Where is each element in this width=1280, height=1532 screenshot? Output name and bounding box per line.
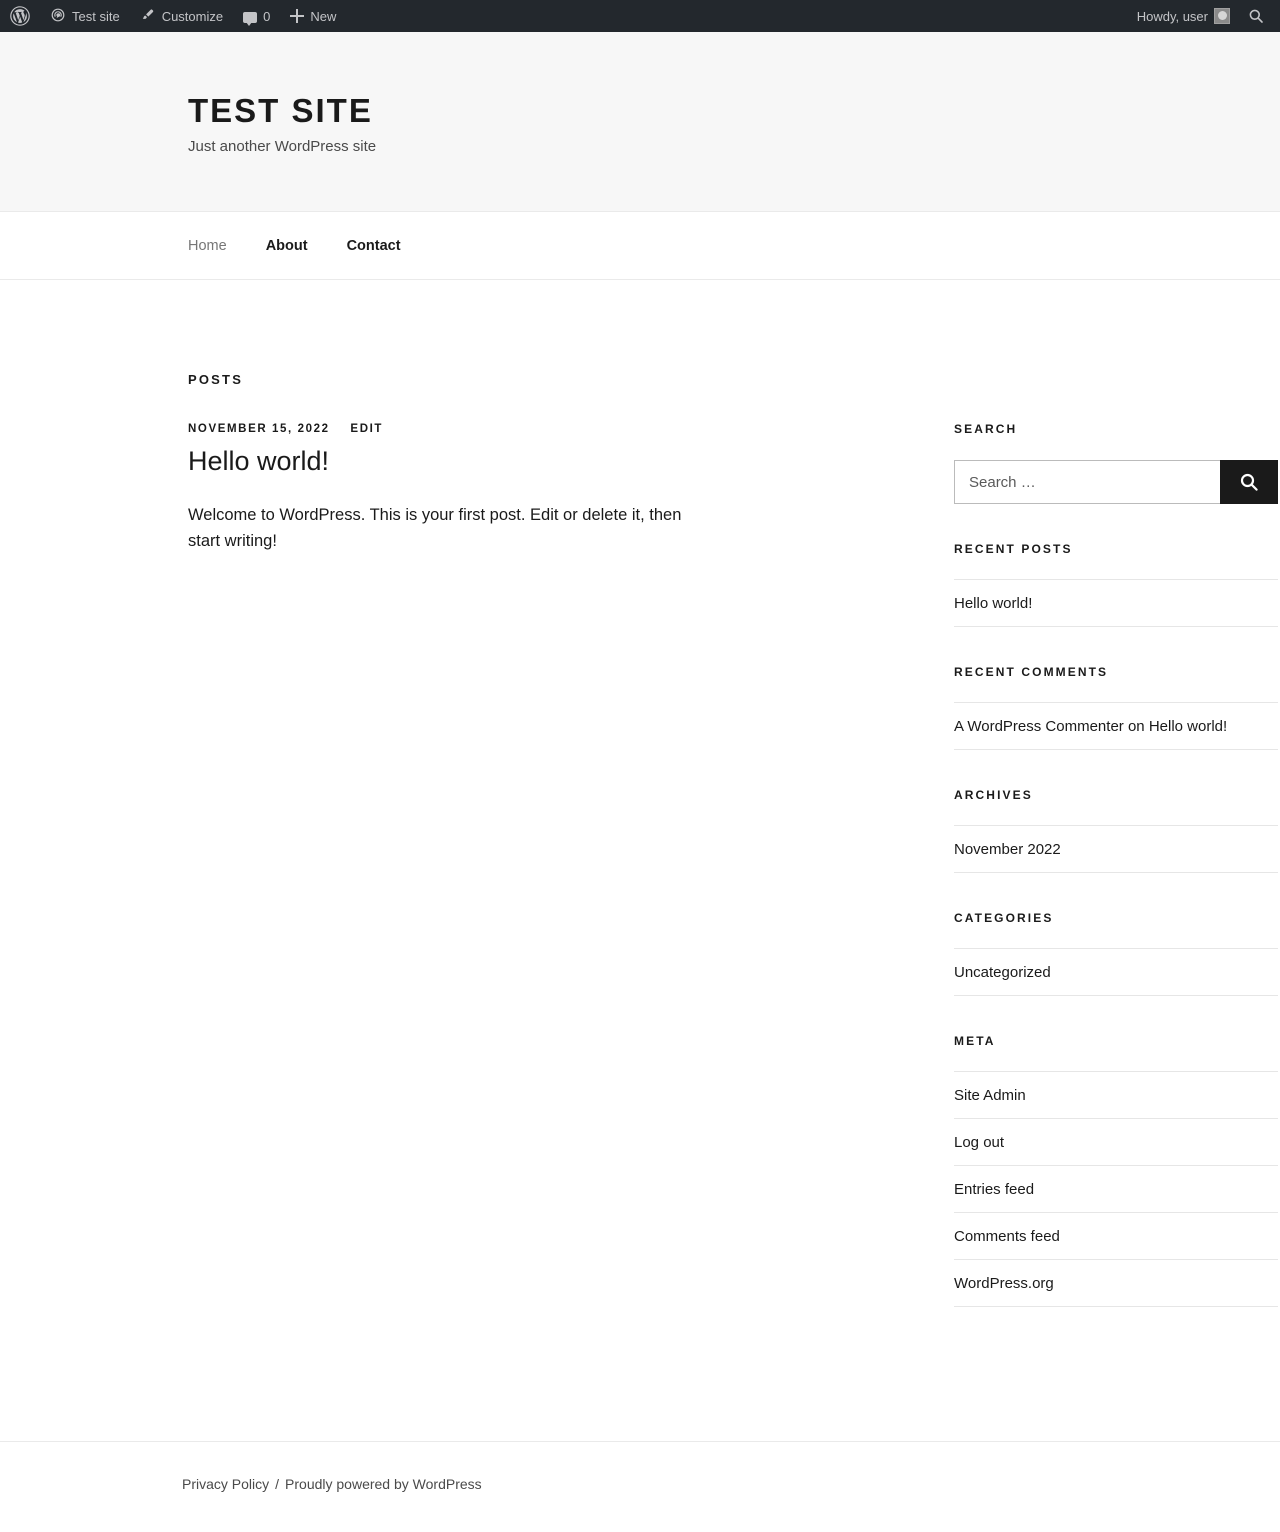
widget-recent-comments-title: RECENT COMMENTS [954,665,1109,679]
post-excerpt: Welcome to WordPress. This is your first post. Edit or delete it, then start writing! [188,506,682,550]
meta-list [954,1071,1278,1307]
widget-recent-posts [954,542,1278,627]
admin-bar-search-button[interactable] [1240,0,1272,32]
comment-bubble-icon [243,12,257,23]
list-item [954,1273,1278,1307]
meta-link-wordpress-org[interactable]: WordPress.org [954,1275,1054,1292]
admin-bar-customize-label: Customize [161,8,224,24]
site-title[interactable]: TEST SITE [188,92,373,129]
comment-post-link[interactable]: Hello world! [1148,718,1228,735]
list-item [954,579,1278,627]
post-title-link[interactable]: Hello world! [188,446,330,476]
list-item [954,702,1278,750]
footer-separator: / [275,1476,280,1492]
post-date-link[interactable]: NOVEMBER 15, 2022 [188,423,330,435]
widget-recent-posts-title: RECENT POSTS [954,542,1073,556]
archive-link[interactable]: November 2022 [954,841,1061,858]
post-edit-link[interactable]: EDIT [350,423,384,435]
dashboard-icon [50,7,66,25]
list-item [954,825,1278,873]
meta-link-site-admin[interactable]: Site Admin [954,1087,1026,1104]
post-title [188,445,766,477]
site-description: Just another WordPress site [188,138,377,155]
content-area [0,280,1280,1345]
comment-author-link[interactable]: A WordPress Commenter [954,718,1124,735]
meta-link-comments-feed[interactable]: Comments feed [954,1228,1060,1245]
widget-archives-title: ARCHIVES [954,788,1033,802]
list-item [954,1226,1278,1260]
widget-recent-comments [954,665,1278,750]
search-input[interactable] [954,460,1220,504]
paintbrush-icon [140,7,156,25]
search-icon [1239,472,1259,492]
admin-bar-comments-count: 0 [263,8,271,24]
recent-post-link[interactable]: Hello world! [954,595,1033,612]
footer-credit-link[interactable]: Proudly powered by WordPress [285,1476,482,1492]
admin-bar-new-content[interactable] [280,0,346,32]
widget-search [954,422,1278,504]
admin-bar-right [1127,0,1272,32]
widget-categories-title: CATEGORIES [954,911,1054,925]
admin-bar-site-name-label: Test site [72,8,120,24]
search-submit-button[interactable] [1220,460,1278,504]
footer-privacy-policy-link[interactable]: Privacy Policy [182,1476,270,1492]
admin-bar-howdy-label: Howdy, user [1136,8,1208,24]
search-form [954,460,1278,504]
admin-bar [0,0,1280,32]
post-content [188,503,766,554]
categories-list [954,948,1278,996]
posts-column [188,372,766,555]
post-meta [188,423,766,435]
list-item [954,1179,1278,1213]
meta-link-entries-feed[interactable]: Entries feed [954,1181,1035,1198]
list-item [954,1071,1278,1119]
nav-item-contact[interactable]: Contact [346,237,401,254]
widget-search-title: SEARCH [954,422,1018,436]
nav-item-about[interactable]: About [265,237,308,254]
search-icon [1248,8,1264,24]
primary-navigation [0,212,1280,280]
admin-bar-customize[interactable] [130,0,233,32]
comment-separator: on [1123,718,1149,735]
post-article [188,423,766,555]
nav-item-home[interactable]: Home [188,237,227,254]
admin-bar-new-label: New [310,8,337,24]
widget-meta [954,1034,1278,1307]
wordpress-logo-icon [10,6,30,26]
list-item [954,1132,1278,1166]
widget-archives [954,788,1278,873]
meta-link-log-out[interactable]: Log out [954,1134,1005,1151]
site-footer [0,1441,1280,1532]
admin-bar-left [0,0,346,32]
plus-icon [290,9,304,23]
page-title: POSTS [188,372,244,387]
sidebar [954,372,1278,1345]
archives-list [954,825,1278,873]
recent-comments-list [954,702,1278,750]
widget-categories [954,911,1278,996]
category-link[interactable]: Uncategorized [954,964,1051,981]
site-header [0,32,1280,212]
recent-posts-list [954,579,1278,627]
admin-bar-comments[interactable] [233,0,280,32]
widget-meta-title: META [954,1034,996,1048]
avatar-icon [1214,8,1230,24]
admin-bar-site-name[interactable] [40,0,130,32]
wordpress-logo-menu[interactable] [0,0,40,32]
list-item [954,948,1278,996]
admin-bar-my-account[interactable] [1127,0,1240,32]
